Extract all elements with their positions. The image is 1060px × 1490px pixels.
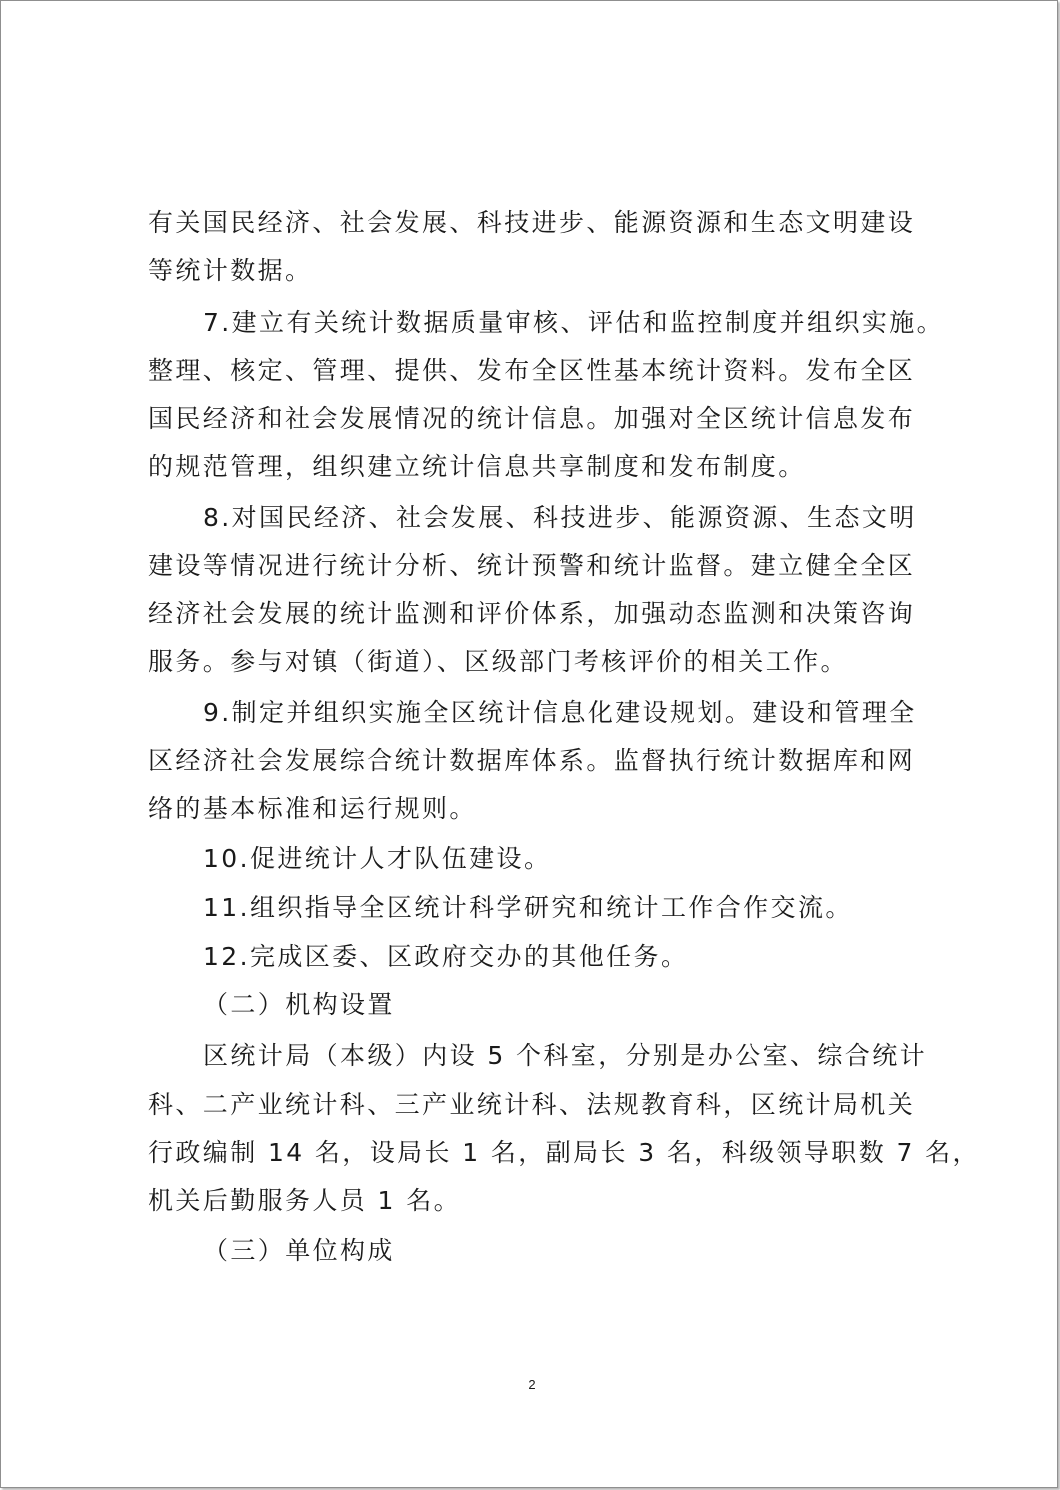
page-number: 2 bbox=[528, 1377, 536, 1392]
body-line: 的规范管理，组织建立统计信息共享制度和发布制度。 bbox=[148, 452, 806, 481]
body-line: 区经济社会发展综合统计数据库体系。监督执行统计数据库和网 bbox=[148, 746, 916, 775]
body-line: 服务。参与对镇（街道）、区级部门考核评价的相关工作。 bbox=[148, 647, 848, 676]
body-line: 建设等情况进行统计分析、统计预警和统计监督。建立健全全区 bbox=[148, 551, 916, 580]
body-line: 机关后勤服务人员 1 名。 bbox=[148, 1186, 462, 1215]
body-line: 国民经济和社会发展情况的统计信息。加强对全区统计信息发布 bbox=[148, 404, 916, 433]
section-heading-3: （三）单位构成 bbox=[203, 1236, 395, 1265]
body-line: 科、二产业统计科、三产业统计科、法规教育科，区统计局机关 bbox=[148, 1090, 916, 1119]
body-line: 有关国民经济、社会发展、科技进步、能源资源和生态文明建设 bbox=[148, 208, 916, 237]
body-line: 整理、核定、管理、提供、发布全区性基本统计资料。发布全区 bbox=[148, 356, 916, 385]
body-line: 9.制定并组织实施全区统计信息化建设规划。建设和管理全 bbox=[203, 698, 917, 727]
body-line: 10.促进统计人才队伍建设。 bbox=[203, 844, 552, 873]
body-line: 行政编制 14 名，设局长 1 名，副局长 3 名，科级领导职数 7 名， bbox=[148, 1138, 980, 1167]
body-line: 7.建立有关统计数据质量审核、评估和监控制度并组织实施。 bbox=[203, 308, 945, 337]
body-line: 12.完成区委、区政府交办的其他任务。 bbox=[203, 942, 689, 971]
body-line: 8.对国民经济、社会发展、科技进步、能源资源、生态文明 bbox=[203, 503, 917, 532]
body-line: 区统计局（本级）内设 5 个科室，分别是办公室、综合统计 bbox=[203, 1041, 928, 1070]
body-line: 经济社会发展的统计监测和评价体系，加强动态监测和决策咨询 bbox=[148, 599, 916, 628]
body-line: 11.组织指导全区统计科学研究和统计工作合作交流。 bbox=[203, 893, 853, 922]
body-line: 等统计数据。 bbox=[148, 256, 313, 285]
section-heading-2: （二）机构设置 bbox=[203, 990, 395, 1019]
body-line: 络的基本标准和运行规则。 bbox=[148, 794, 477, 823]
